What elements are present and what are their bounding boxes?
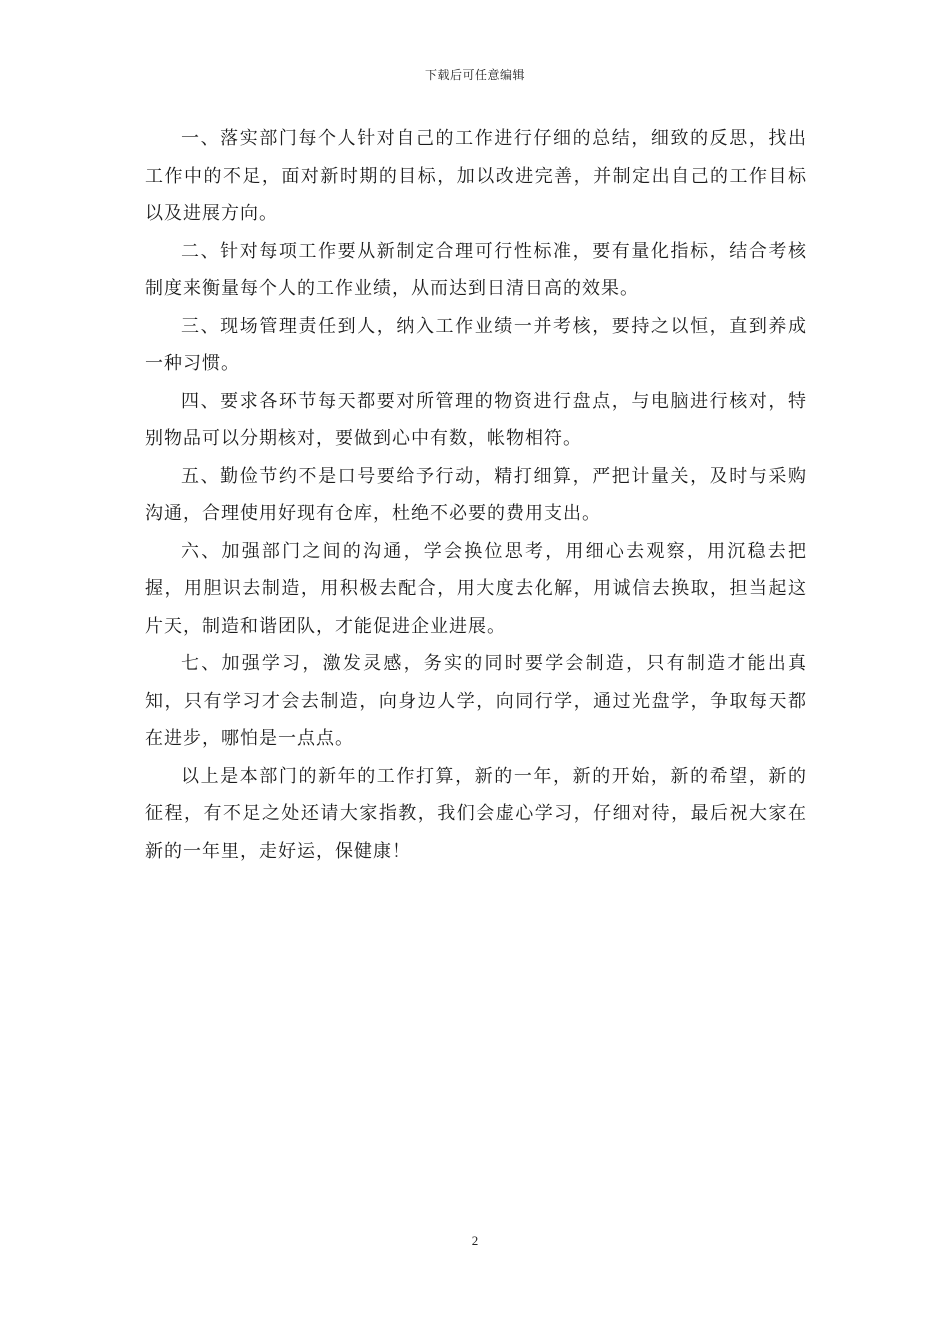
paragraph-3: 三、现场管理责任到人，纳入工作业绩一并考核，要持之以恒，直到养成一种习惯。	[145, 315, 807, 374]
page-header: 下载后可任意编辑	[424, 68, 525, 82]
document-body	[145, 120, 807, 870]
paragraph-6: 六、加强部门之间的沟通，学会换位思考，用细心去观察，用沉稳去把握，用胆识去制造，用积极去配合，用大度去化解，用诚信去换取，担当起这片天，制造和谐团队，才能促进企业进展。	[145, 540, 807, 637]
page-number: 2	[471, 1233, 479, 1248]
paragraph-1: 一、落实部门每个人针对自己的工作进行仔细的总结，细致的反思，找出工作中的不足，面对新时期的目标，加以改进完善，并制定出自己的工作目标以及进展方向。	[145, 128, 807, 224]
paragraph-7: 七、加强学习，激发灵感，务实的同时要学会制造，只有制造才能出真知，只有学习才会去制造，向身边人学，向同行学，通过光盘学，争取每天都在进步，哪怕是一点点。	[145, 653, 807, 749]
paragraph-8: 以上是本部门的新年的工作打算，新的一年，新的开始，新的希望，新的征程，有不足之处还请大家指教，我们会虚心学习，仔细对待，最后祝大家在新的一年里，走好运，保健康！	[145, 765, 807, 862]
paragraph-5: 五、勤俭节约不是口号要给予行动，精打细算，严把计量关，及时与采购沟通，合理使用好现有仓库，杜绝不必要的费用支出。	[145, 465, 807, 524]
paragraph-2: 二、针对每项工作要从新制定合理可行性标准，要有量化指标，结合考核制度来衡量每个人的工作业绩，从而达到日清日高的效果。	[145, 240, 807, 299]
paragraph-4: 四、要求各环节每天都要对所管理的物资进行盘点，与电脑进行核对，特别物品可以分期核对，要做到心中有数，帐物相符。	[145, 390, 807, 449]
